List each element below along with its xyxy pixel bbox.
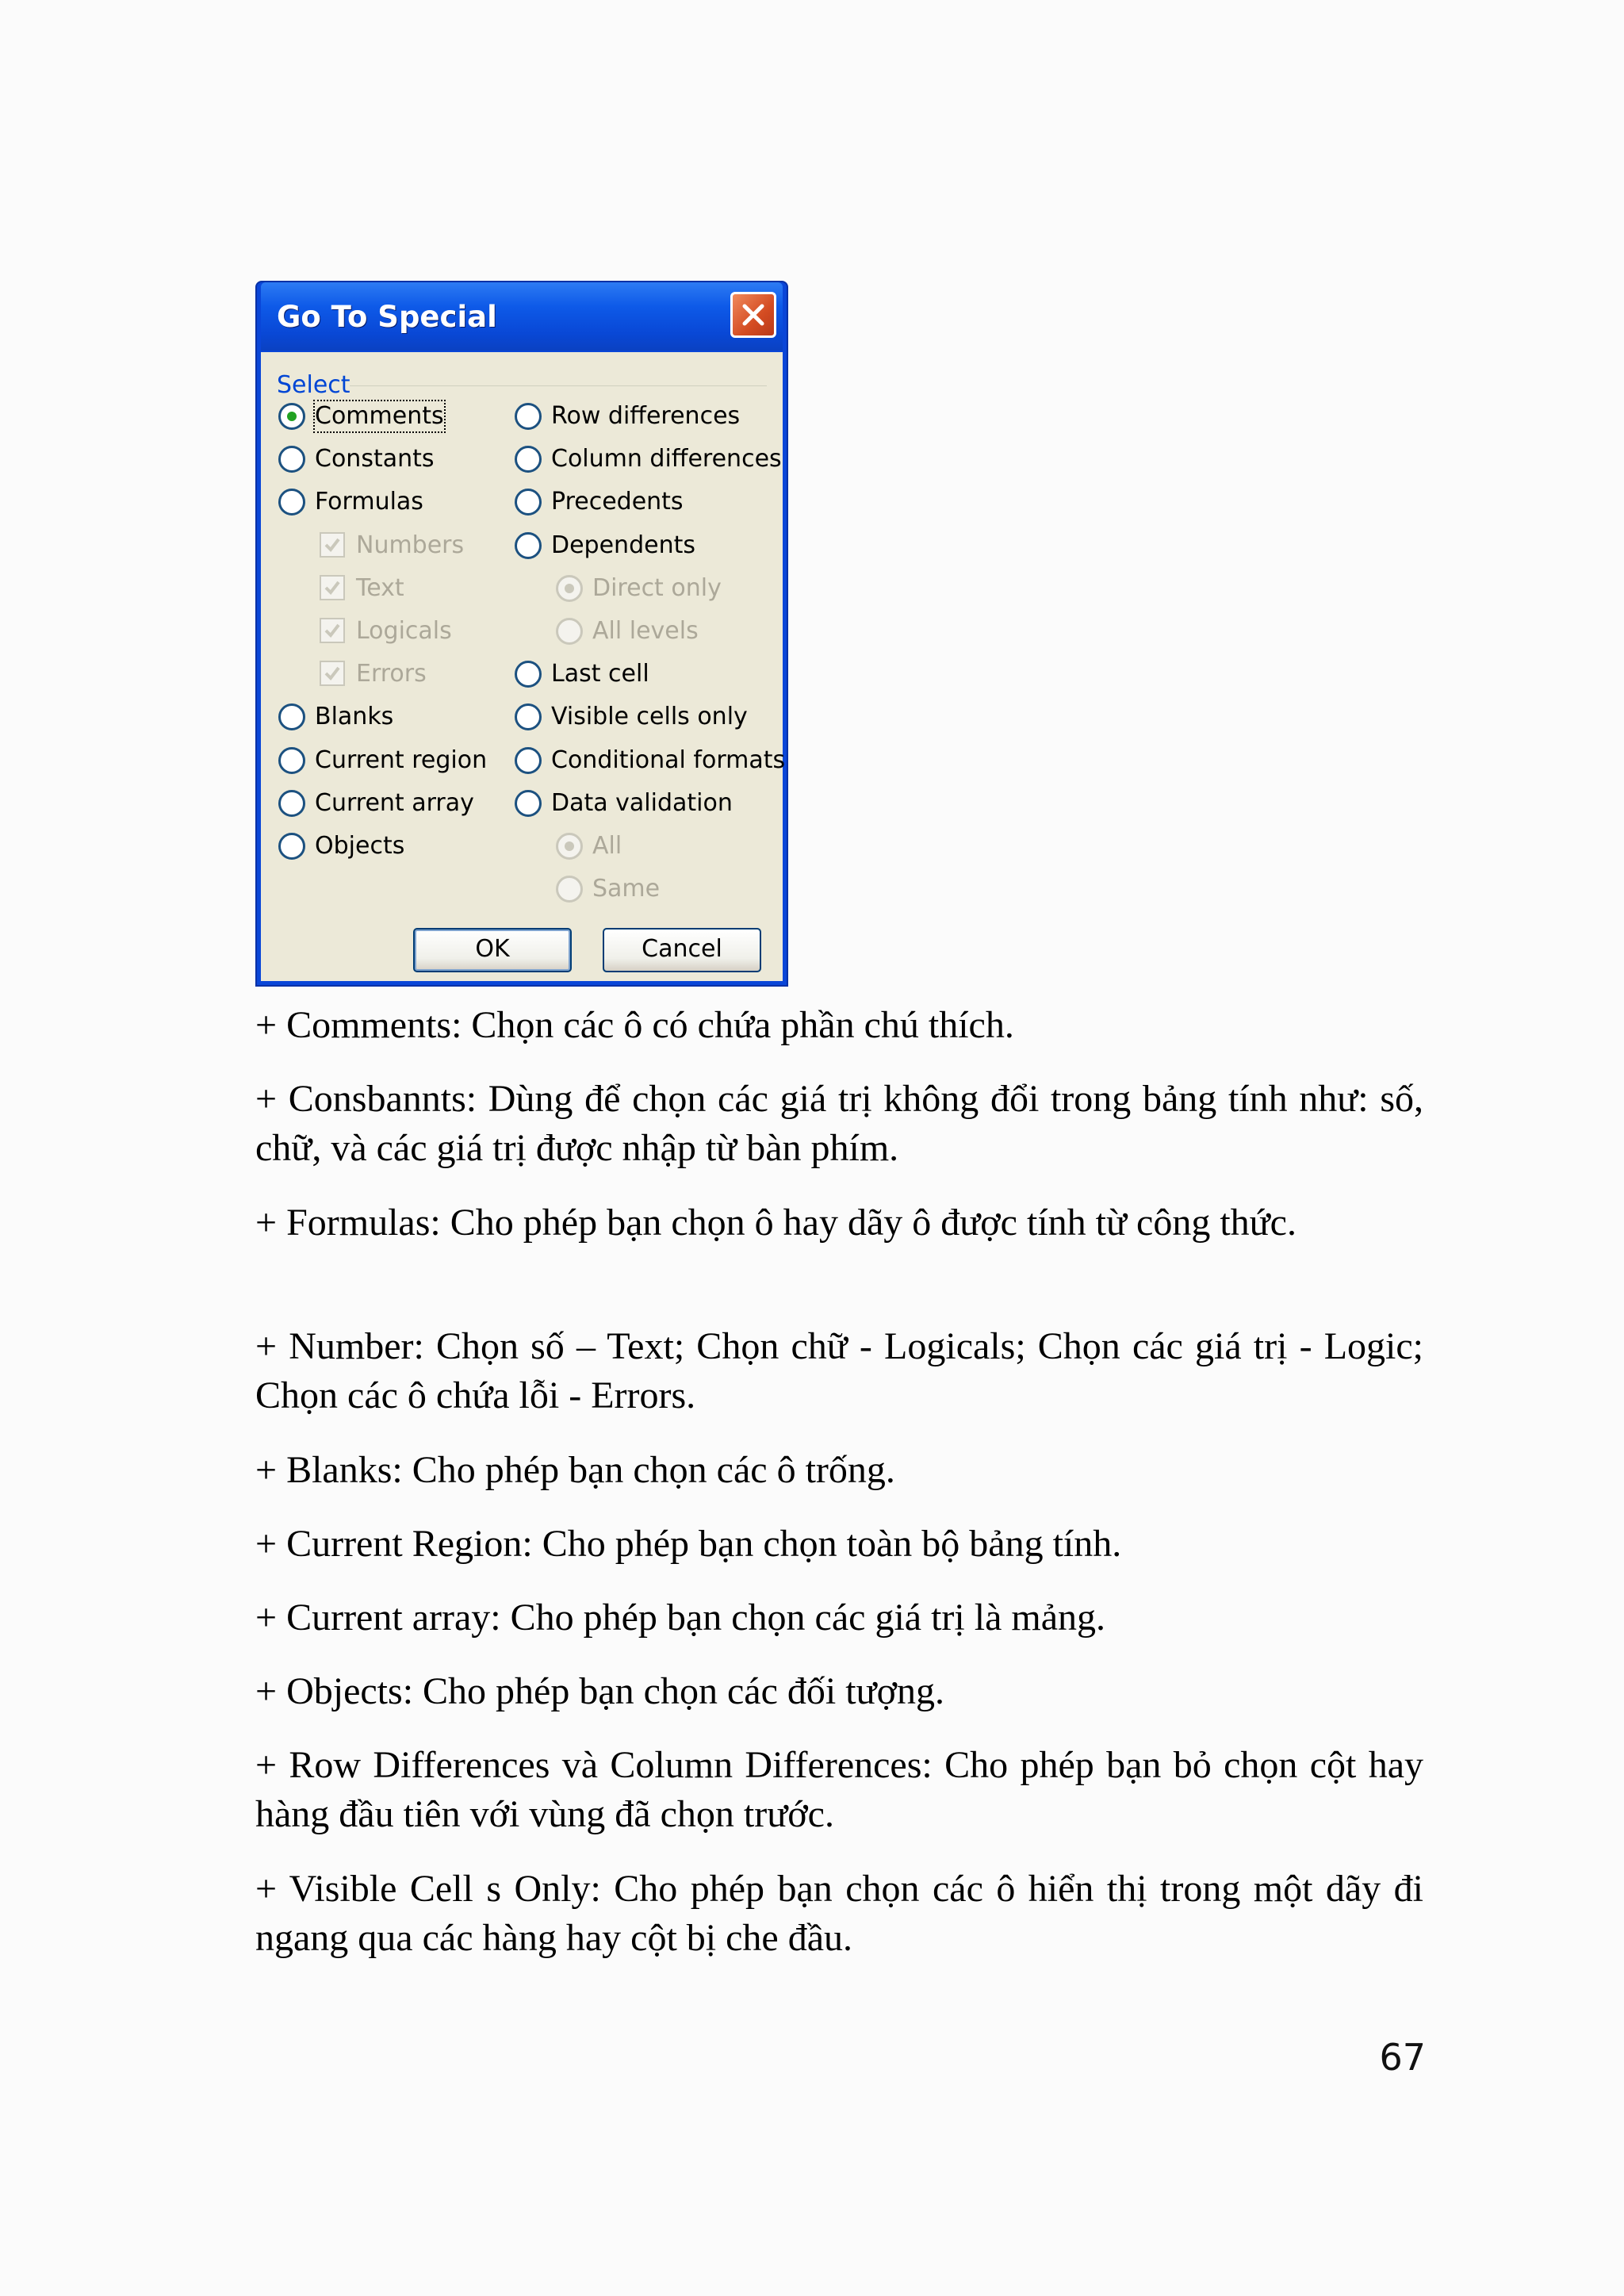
comments-label: Comments (315, 402, 444, 430)
option-blanks[interactable] (278, 703, 516, 735)
text-label: Text (356, 574, 404, 602)
option-precedents[interactable] (515, 489, 753, 520)
direct-only-label: Direct only (592, 574, 722, 602)
dialog-client-area (261, 352, 786, 981)
paragraph-row-column-differences: + Row Differences và Column Differences: Cho phép bạn bỏ chọn cột hay hàng đầu tiên với vùng đã chọn trước. (255, 1744, 1423, 1835)
numbers-checkbox (320, 532, 345, 558)
option-current-region[interactable] (278, 747, 516, 779)
option-dependents[interactable] (515, 532, 753, 564)
option-conditional-formats[interactable] (515, 746, 786, 779)
cancel-button[interactable]: Cancel (603, 928, 761, 972)
blanks-radio[interactable] (278, 703, 305, 730)
option-comments[interactable] (278, 403, 516, 435)
paragraph-constants: + Consbannts: Dùng để chọn các giá trị không đổi trong bảng tính như: số, chữ, và các giá trị được nhập từ bàn phím. (255, 1078, 1423, 1169)
last-cell-label: Last cell (551, 660, 649, 688)
comments-radio[interactable] (278, 403, 305, 430)
logicals-checkbox (320, 618, 345, 643)
option-all (556, 833, 794, 864)
paragraph-formulas: + Formulas: Cho phép bạn chọn ô hay dãy ô được tính từ công thức. (255, 1202, 1297, 1244)
option-last-cell[interactable] (515, 661, 753, 692)
logicals-label: Logicals (356, 617, 452, 645)
group-divider (350, 385, 767, 386)
same-label: Same (592, 875, 661, 903)
current-region-label: Current region (315, 746, 488, 774)
visible-cells-only-label: Visible cells only (551, 703, 748, 730)
paragraph-current-region: + Current Region: Cho phép bạn chọn toàn bộ bảng tính. (255, 1523, 1122, 1565)
dialog-title-bar[interactable] (261, 282, 783, 351)
dialog-title: Go To Special (277, 300, 497, 334)
option-direct-only (556, 575, 794, 607)
same-radio (556, 876, 583, 903)
option-constants[interactable] (278, 446, 516, 477)
constants-label: Constants (315, 445, 435, 473)
formulas-radio[interactable] (278, 489, 305, 516)
option-column-differences[interactable] (515, 445, 782, 477)
conditional-formats-radio[interactable] (515, 747, 542, 774)
column-differences-radio[interactable] (515, 446, 542, 473)
go-to-special-dialog (255, 281, 788, 987)
option-visible-cells-only[interactable] (515, 703, 753, 735)
text-checkbox (320, 575, 345, 600)
option-data-validation[interactable] (515, 790, 753, 822)
errors-label: Errors (356, 660, 427, 688)
objects-label: Objects (315, 832, 405, 860)
page-number: 67 (1379, 2036, 1426, 2079)
paragraph-visible-cells: + Visible Cell s Only: Cho phép bạn chọn các ô hiển thị trong một dãy đi ngang qua các hàng hay cột bị che đầu. (255, 1868, 1423, 1959)
paragraph-blanks: + Blanks: Cho phép bạn chọn các ô trống. (255, 1449, 895, 1491)
option-objects[interactable] (278, 833, 516, 864)
option-all-levels (556, 618, 794, 650)
precedents-radio[interactable] (515, 489, 542, 516)
data-validation-label: Data validation (551, 789, 733, 817)
objects-radio[interactable] (278, 833, 305, 860)
last-cell-radio[interactable] (515, 661, 542, 688)
column-differences-label: Column differences (551, 445, 782, 473)
close-icon (741, 302, 766, 328)
paragraph-comments: + Comments: Chọn các ô có chứa phần chú thích. (255, 1004, 1014, 1046)
paragraph-objects: + Objects: Cho phép bạn chọn các đối tượng. (255, 1670, 944, 1712)
option-current-array[interactable] (278, 790, 516, 822)
option-logicals (320, 618, 557, 650)
ok-button[interactable]: OK (413, 928, 572, 972)
current-region-radio[interactable] (278, 747, 305, 774)
current-array-radio[interactable] (278, 790, 305, 817)
select-group-label: Select (277, 371, 350, 399)
row-differences-radio[interactable] (515, 403, 542, 430)
numbers-label: Numbers (356, 531, 465, 559)
constants-radio[interactable] (278, 446, 305, 473)
dependents-label: Dependents (551, 531, 695, 559)
paragraph-current-array: + Current array: Cho phép bạn chọn các giá trị là mảng. (255, 1596, 1106, 1639)
option-same (556, 876, 794, 907)
visible-cells-only-radio[interactable] (515, 703, 542, 730)
direct-only-radio (556, 575, 583, 602)
close-button[interactable] (730, 292, 776, 338)
precedents-label: Precedents (551, 488, 684, 516)
blanks-label: Blanks (315, 703, 394, 730)
all-levels-radio (556, 618, 583, 645)
conditional-formats-label: Conditional formats (551, 746, 786, 774)
option-text (320, 575, 557, 607)
formulas-label: Formulas (315, 488, 423, 516)
option-formulas[interactable] (278, 489, 516, 520)
all-label: All (592, 832, 622, 860)
paragraph-number: + Number: Chọn số – Text; Chọn chữ - Logicals; Chọn các giá trị - Logic; Chọn các ô chứa lỗi - Errors. (255, 1325, 1423, 1416)
errors-checkbox (320, 661, 345, 686)
all-radio (556, 833, 583, 860)
option-row-differences[interactable] (515, 403, 753, 435)
dependents-radio[interactable] (515, 532, 542, 559)
current-array-label: Current array (315, 789, 474, 817)
row-differences-label: Row differences (551, 402, 741, 430)
all-levels-label: All levels (592, 617, 699, 645)
data-validation-radio[interactable] (515, 790, 542, 817)
